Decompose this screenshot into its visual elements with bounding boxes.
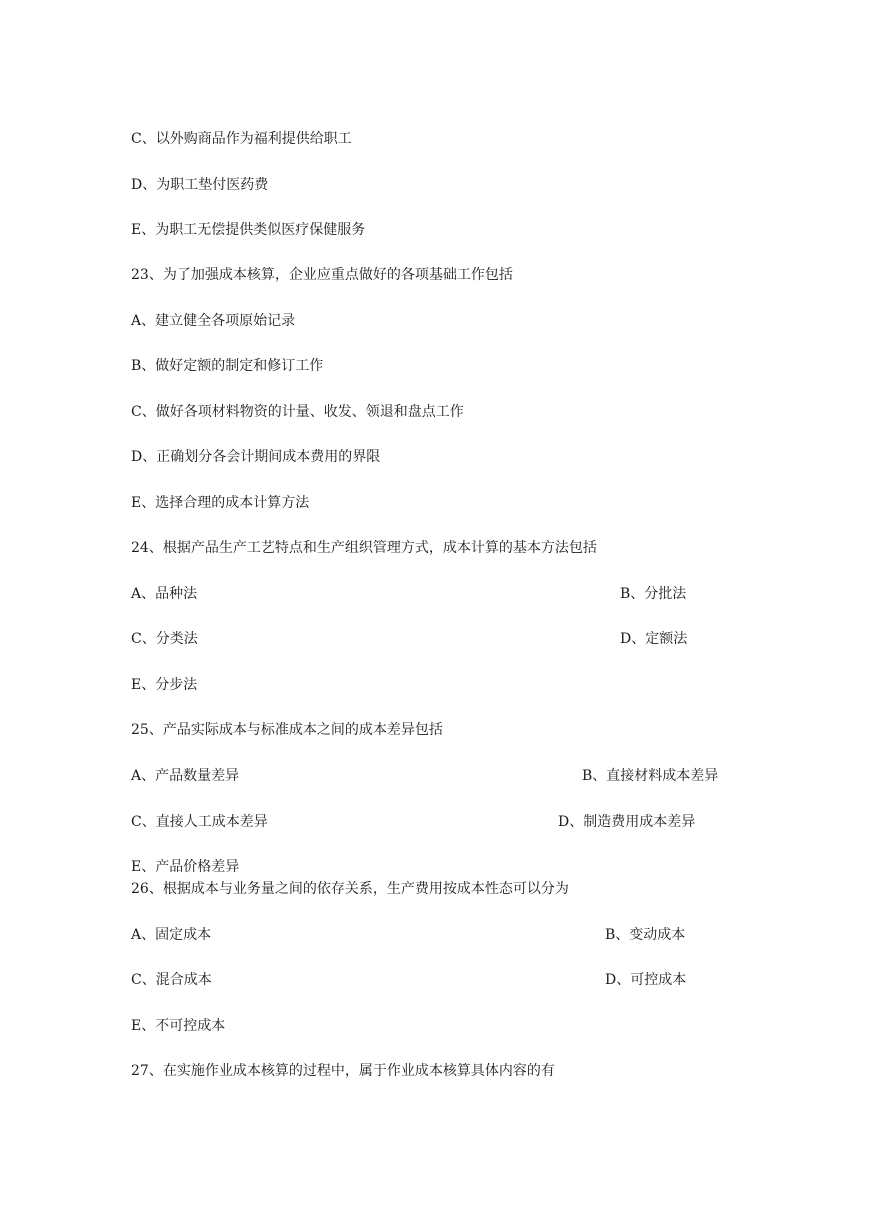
question-26-option-d: D、可控成本 (605, 972, 687, 988)
option-c-welfare-goods: C、以外购商品作为福利提供给职工 (131, 131, 352, 147)
question-24-option-c: C、分类法 (131, 631, 198, 647)
question-24: 24、根据产品生产工艺特点和生产组织管理方式，成本计算的基本方法包括 (131, 540, 597, 556)
option-d-medical-advance: D、为职工垫付医药费 (131, 177, 269, 193)
question-26-option-c: C、混合成本 (131, 972, 212, 988)
question-24-option-d: D、定额法 (620, 631, 688, 647)
question-25-option-b: B、直接材料成本差异 (582, 768, 719, 784)
question-25-option-a: A、产品数量差异 (131, 768, 240, 784)
question-23-option-b: B、做好定额的制定和修订工作 (131, 358, 324, 374)
question-23-option-a: A、建立健全各项原始记录 (131, 313, 296, 329)
question-25: 25、产品实际成本与标准成本之间的成本差异包括 (131, 722, 443, 738)
question-25-option-e: E、产品价格差异 (131, 859, 240, 875)
question-25-option-c: C、直接人工成本差异 (131, 814, 268, 830)
question-24-option-e: E、分步法 (131, 677, 198, 693)
question-23: 23、为了加强成本核算，企业应重点做好的各项基础工作包括 (131, 267, 513, 283)
question-26-option-b: B、变动成本 (605, 927, 686, 943)
question-23-option-c: C、做好各项材料物资的计量、收发、领退和盘点工作 (131, 404, 464, 420)
question-24-option-a: A、品种法 (131, 586, 198, 602)
question-25-option-d: D、制造费用成本差异 (558, 814, 696, 830)
question-26-option-e: E、不可控成本 (131, 1018, 226, 1034)
question-26: 26、根据成本与业务量之间的依存关系，生产费用按成本性态可以分为 (131, 881, 569, 897)
question-23-option-e: E、选择合理的成本计算方法 (131, 495, 310, 511)
option-e-healthcare-service: E、为职工无偿提供类似医疗保健服务 (131, 222, 366, 238)
question-27: 27、在实施作业成本核算的过程中，属于作业成本核算具体内容的有 (131, 1063, 555, 1079)
question-26-option-a: A、固定成本 (131, 927, 212, 943)
question-23-option-d: D、正确划分各会计期间成本费用的界限 (131, 449, 381, 465)
question-24-option-b: B、分批法 (620, 586, 687, 602)
